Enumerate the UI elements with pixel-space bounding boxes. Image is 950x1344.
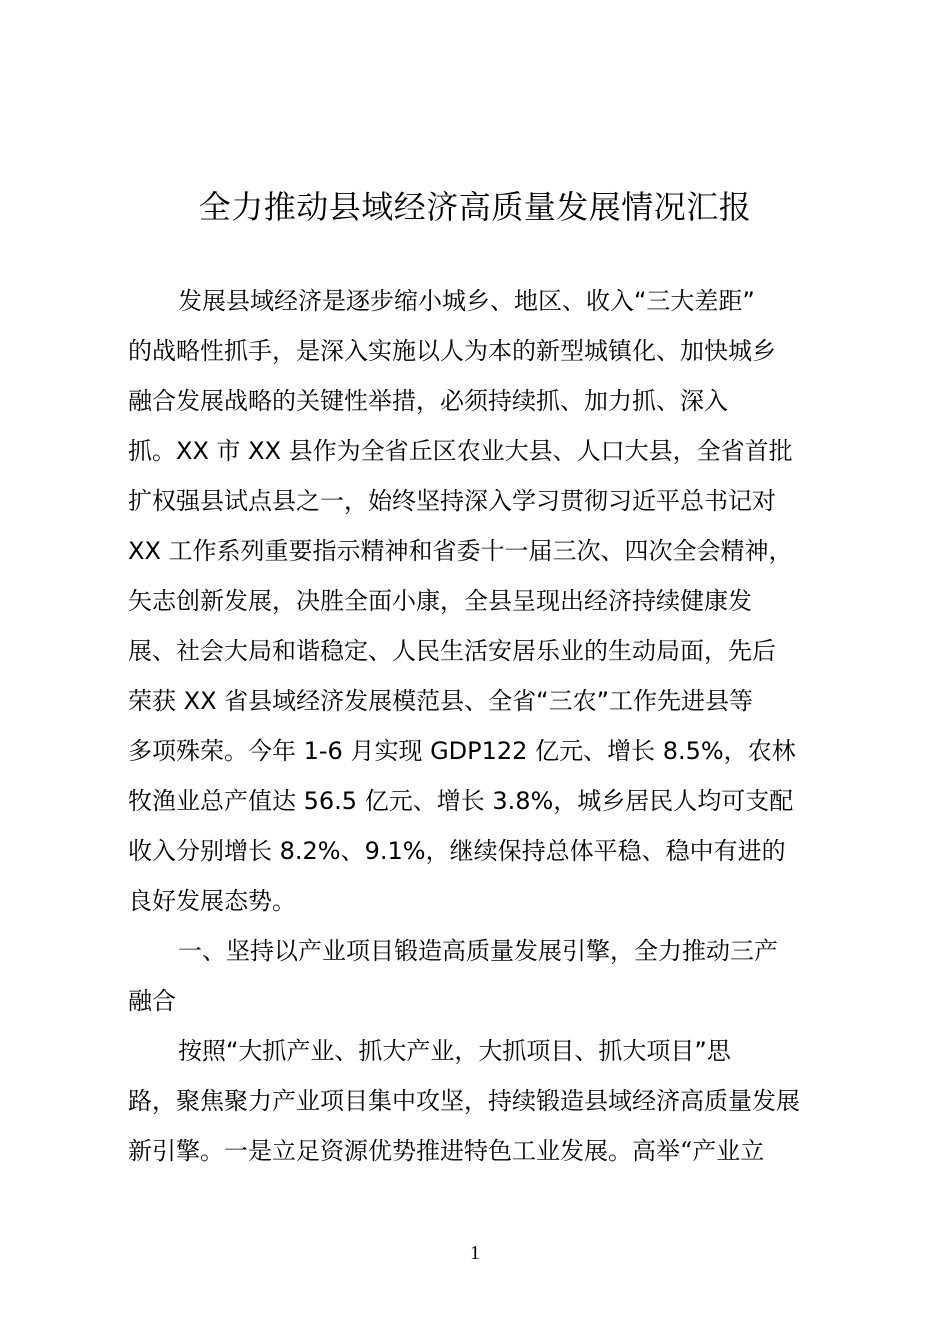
text-run: 集中攻坚，持续锻造 <box>368 1087 584 1115</box>
paragraph-line: 发展县域经济是逐步缩小城乡、地区、收入“三大差距” <box>178 287 755 315</box>
text-run: 产业项目 <box>272 1087 368 1115</box>
paragraph-line: 扩权强县试点县之一，始终坚持深入学习贯彻习近平总书记对 <box>128 487 776 515</box>
paragraph-line: 抓。XX 市 XX 县作为全省丘区农业大县、人口大县，全省首批 <box>128 437 793 465</box>
paragraph-line: 按照“大抓产业、抓大产业，大抓项目、抓大项目”思 <box>178 1037 731 1065</box>
text-run: 高举“产业立 <box>632 1137 765 1165</box>
paragraph-line: 荣获 XX 省县域经济发展模范县、全省“三农”工作先进县等 <box>128 687 754 715</box>
paragraph-line: XX 工作系列重要指示精神和省委十一届三次、四次全会精神， <box>128 537 793 565</box>
section-heading-line: 一、坚持以产业项目锻造高质量发展引擎，全力推动三产 <box>178 937 778 965</box>
page-number: 1 <box>470 1242 480 1264</box>
section-heading-line: 融合 <box>128 987 176 1015</box>
paragraph-line <box>128 1133 764 1169</box>
paragraph-line: 良好发展态势。 <box>128 887 296 915</box>
paragraph-line <box>128 1083 800 1119</box>
paragraph-line: 多项殊荣。今年 1-6 月实现 GDP122 亿元、增长 8.5%，农林 <box>128 737 796 765</box>
text-run-bold: 新引擎。一是立足资源优势推进特色工业发展。 <box>128 1137 632 1165</box>
paragraph-line: 融合发展战略的关键性举措，必须持续抓、加力抓、深入 <box>128 387 728 415</box>
document-title: 全力推动县域经济高质量发展情况汇报 <box>198 188 752 226</box>
paragraph-line: 的战略性抓手，是深入实施以人为本的新型城镇化、加快城乡 <box>128 337 776 365</box>
text-run: 路，聚焦聚力 <box>128 1087 272 1115</box>
paragraph-line: 收入分别增长 8.2%、9.1%，继续保持总体平稳、稳中有进的 <box>128 837 786 865</box>
text-run: 县域经济高质量发展 <box>584 1087 800 1115</box>
paragraph-line: 展、社会大局和谐稳定、人民生活安居乐业的生动局面，先后 <box>128 637 776 665</box>
paragraph-line: 矢志创新发展，决胜全面小康，全县呈现出经济持续健康发 <box>128 587 752 615</box>
paragraph-line: 牧渔业总产值达 56.5 亿元、增长 3.8%，城乡居民人均可支配 <box>128 787 794 815</box>
